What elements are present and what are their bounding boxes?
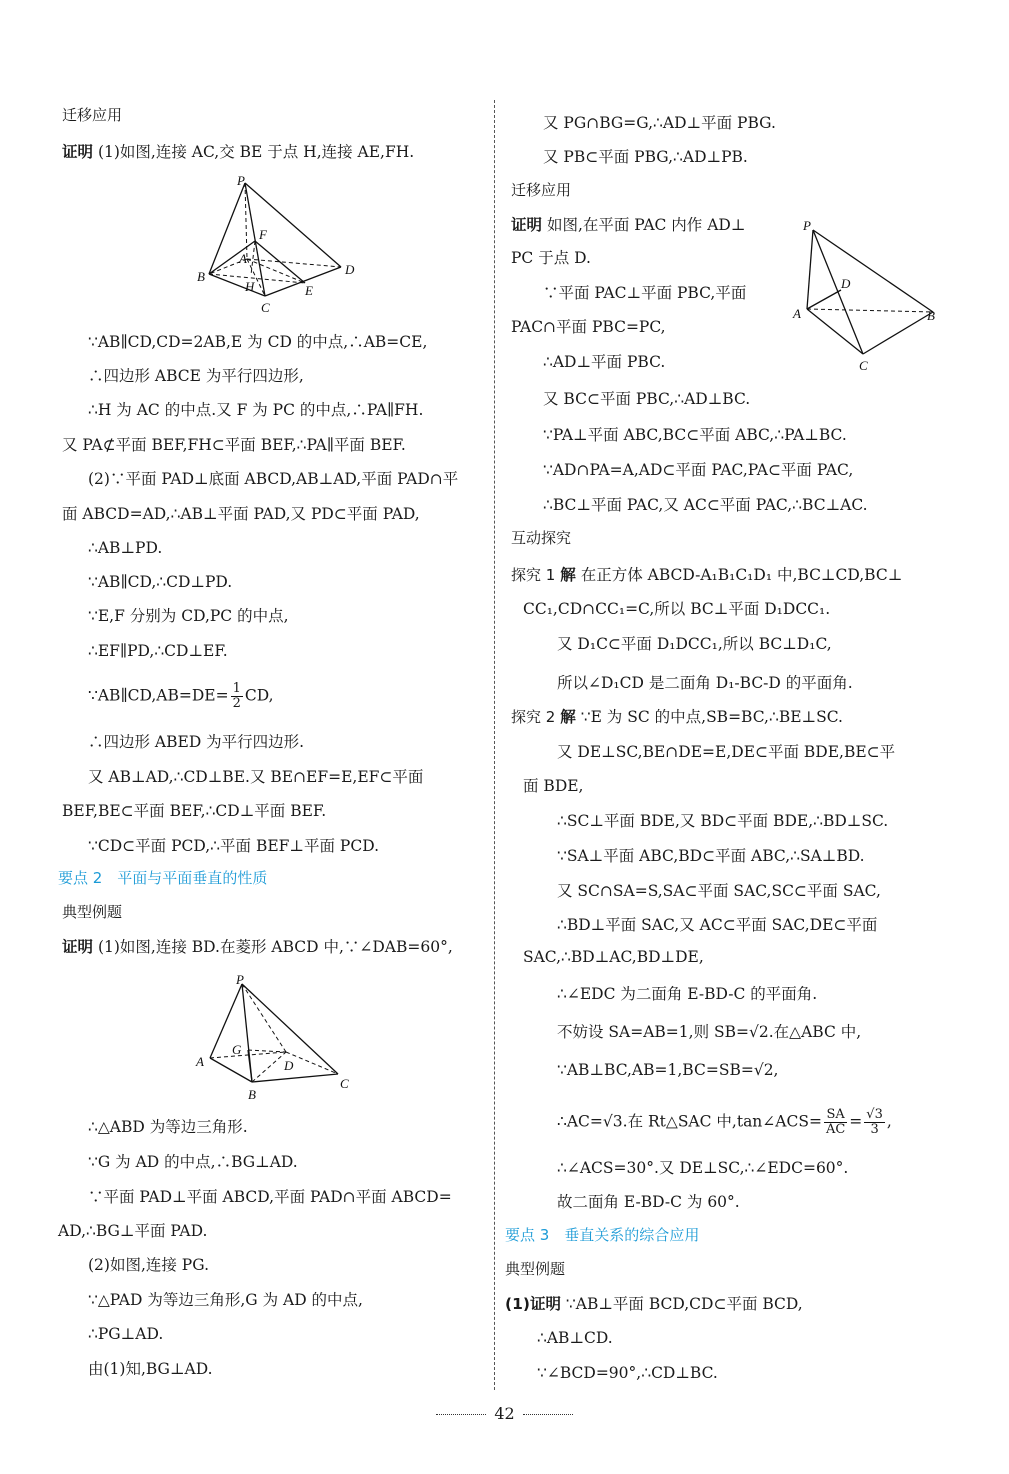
solution-line: CC₁,CD∩CC₁=C,所以 BC⊥平面 D₁DCC₁. <box>523 600 831 618</box>
proof-line: ∵E,F 分别为 CD,PC 的中点, <box>88 607 289 625</box>
proof-line: ∴AD⊥平面 PBC. <box>543 353 666 371</box>
proof-line: ∵△PAD 为等边三角形,G 为 AD 的中点, <box>88 1291 363 1309</box>
proof-line: ∵AB∥CD,CD=2AB,E 为 CD 的中点,∴AB=CE, <box>88 333 428 351</box>
label-b: B <box>248 1087 256 1102</box>
column-divider <box>494 100 495 1390</box>
heading-transfer-application: 迁移应用 <box>511 181 572 199</box>
label-c: C <box>261 300 270 315</box>
proof-line: 证明 (1)如图,连接 BD.在菱形 ABCD 中,∵∠DAB=60°, <box>62 938 453 956</box>
proof-line <box>62 141 414 163</box>
label-d: D <box>345 262 355 277</box>
proof-line: ∵PA⊥平面 ABC,BC⊂平面 ABC,∴PA⊥BC. <box>543 426 847 444</box>
heading-interactive-exploration: 互动探究 <box>511 529 572 547</box>
proof-line: ∵AB∥CD,∴CD⊥PD. <box>88 573 233 591</box>
label-e: E <box>305 283 313 298</box>
heading-transfer-application: 迁移应用 <box>62 106 123 124</box>
label-p: P <box>237 173 245 188</box>
proof-line: ∴H 为 AC 的中点.又 F 为 PC 的中点,∴PA∥FH. <box>88 401 424 419</box>
proof-line: ∵平面 PAC⊥平面 PBC,平面 <box>543 284 747 302</box>
solution-line: ∴BD⊥平面 SAC,又 AC⊂平面 SAC,DE⊂平面 <box>557 916 878 934</box>
proof-line: ∵AD∩PA=A,AD⊂平面 PAC,PA⊂平面 PAC, <box>543 461 854 479</box>
proof-line: ∵平面 PAD⊥平面 ABCD,平面 PAD∩平面 ABCD= <box>88 1188 452 1206</box>
solution-line: 又 SC∩SA=S,SA⊂平面 SAC,SC⊂平面 SAC, <box>557 882 881 900</box>
solution-line: 探究 1 解 在正方体 ABCD-A₁B₁C₁D₁ 中,BC⊥CD,BC⊥ <box>511 566 903 584</box>
proof-line: ∴AB⊥PD. <box>88 539 163 557</box>
label-g: G <box>232 1042 242 1057</box>
proof-line: 证明 如图,在平面 PAC 内作 AD⊥ <box>511 216 746 234</box>
label-d: D <box>841 276 851 291</box>
solution-line: 故二面角 E-BD-C 为 60°. <box>557 1193 740 1211</box>
solution-line: ∴∠ACS=30°.又 DE⊥SC,∴∠EDC=60°. <box>557 1159 849 1177</box>
proof-line: 又 AB⊥AD,∴CD⊥BE.又 BE∩EF=E,EF⊂平面 <box>88 768 424 786</box>
proof-line: 又 PA⊄平面 BEF,FH⊂平面 BEF,∴PA∥平面 BEF. <box>62 436 406 454</box>
fraction-sa-ac: $\frac{SA}{AC}$ <box>825 1107 846 1137</box>
solution-line: 又 D₁C⊂平面 D₁DCC₁,所以 BC⊥D₁C, <box>557 635 832 653</box>
label-d: D <box>284 1058 294 1073</box>
solution-line: ∴∠EDC 为二面角 E-BD-C 的平面角. <box>557 985 818 1003</box>
heading-typical-examples: 典型例题 <box>505 1260 566 1278</box>
label-p: P <box>236 972 244 987</box>
figure-pyramid-pabcd-rhombus <box>192 970 362 1100</box>
label-b: B <box>197 269 205 284</box>
proof-line: (2)∵平面 PAD⊥底面 ABCD,AB⊥AD,平面 PAD∩平 <box>88 470 459 488</box>
proof-line: ∴BC⊥平面 PAC,又 AC⊂平面 PAC,∴BC⊥AC. <box>543 496 868 514</box>
solution-line: 又 DE⊥SC,BE∩DE=E,DE⊂平面 BDE,BE⊂平 <box>557 743 896 761</box>
proof-line-fraction: ∵AB∥CD,AB=DE= $\frac{1}{2}$ CD, <box>88 681 274 711</box>
label-c: C <box>340 1076 349 1091</box>
solution-line: 不妨设 SA=AB=1,则 SB=√2.在△ABC 中, <box>557 1023 862 1041</box>
proof-line: AD,∴BG⊥平面 PAD. <box>58 1222 208 1240</box>
proof-line: 又 BC⊂平面 PBC,∴AD⊥BC. <box>543 390 751 408</box>
proof-line: (1)证明 ∵AB⊥平面 BCD,CD⊂平面 BCD, <box>505 1295 803 1313</box>
label-c: C <box>859 358 868 373</box>
section-heading-key-point-2: 要点 2 平面与平面垂直的性质 <box>58 869 268 887</box>
proof-line: (2)如图,连接 PG. <box>88 1256 209 1274</box>
fraction-root3-3: $\frac{√3}{3}$ <box>866 1107 883 1137</box>
label-b: B <box>927 308 935 323</box>
page-footer <box>0 1404 1009 1423</box>
proof-label: 证明 <box>511 216 543 234</box>
footer-ornament-right <box>523 1414 573 1415</box>
proof-line: ∴四边形 ABCE 为平行四边形, <box>88 367 304 385</box>
edge-bc <box>209 274 265 296</box>
edge-pd <box>245 183 341 267</box>
proof-line: ∵CD⊂平面 PCD,∴平面 BEF⊥平面 PCD. <box>88 837 379 855</box>
label-h: H <box>245 279 255 294</box>
proof-line: 面 ABCD=AD,∴AB⊥平面 PAD,又 PD⊂平面 PAD, <box>62 505 420 523</box>
proof-text: (1)如图,连接 AC,交 BE 于点 H,连接 AE,FH. <box>97 143 415 161</box>
label-a: A <box>196 1054 204 1069</box>
exploration-label: 探究 2 <box>511 708 556 726</box>
section-heading-key-point-3: 要点 3 垂直关系的综合应用 <box>505 1226 700 1244</box>
solution-line: 所以∠D₁CD 是二面角 D₁-BC-D 的平面角. <box>557 674 853 692</box>
proof-line: ∴AB⊥CD. <box>537 1329 613 1347</box>
figure-pyramid-pabcd <box>195 175 365 315</box>
page-number: 42 <box>494 1404 515 1423</box>
proof-line: ∴EF∥PD,∴CD⊥EF. <box>88 642 228 660</box>
solution-line: ∴SC⊥平面 BDE,又 BD⊂平面 BDE,∴BD⊥SC. <box>557 812 889 830</box>
solution-line-fraction: ∴AC=√3.在 Rt△SAC 中,tan∠ACS= $\frac{SA}{AC}$ = $\frac{√3}{3}$ , <box>557 1107 892 1137</box>
edge-fe <box>255 241 305 283</box>
proof-line: BEF,BE⊂平面 BEF,∴CD⊥平面 BEF. <box>62 802 327 820</box>
proof-line: PAC∩平面 PBC=PC, <box>511 318 666 336</box>
footer-ornament-left <box>436 1414 486 1415</box>
label-f: F <box>259 227 267 242</box>
label-a: A <box>239 251 247 266</box>
label-p: P <box>803 218 811 233</box>
fraction-half: $\frac{1}{2}$ <box>232 681 241 711</box>
proof-label: 证明 <box>62 143 94 161</box>
solution-line: 面 BDE, <box>523 777 584 795</box>
solution-line: 探究 2 解 ∵E 为 SC 的中点,SB=BC,∴BE⊥SC. <box>511 708 843 726</box>
proof-line: 又 PG∩BG=G,∴AD⊥平面 PBG. <box>543 114 776 132</box>
proof-label: (1)证明 <box>505 1295 561 1313</box>
proof-line: PC 于点 D. <box>511 249 591 267</box>
solution-line: SAC,∴BD⊥AC,BD⊥DE, <box>523 948 704 966</box>
solution-line: ∵AB⊥BC,AB=1,BC=SB=√2, <box>557 1061 779 1079</box>
proof-line: ∵G 为 AD 的中点,∴BG⊥AD. <box>88 1153 298 1171</box>
figure-tetrahedron-pabc <box>793 212 943 377</box>
proof-line: 又 PB⊂平面 PBG,∴AD⊥PB. <box>543 148 748 166</box>
proof-line: 由(1)知,BG⊥AD. <box>88 1360 213 1378</box>
proof-line: ∴四边形 ABED 为平行四边形. <box>88 733 305 751</box>
label-a: A <box>793 306 801 321</box>
heading-typical-examples: 典型例题 <box>62 903 123 921</box>
exploration-label: 探究 1 <box>511 566 556 584</box>
proof-label: 证明 <box>62 938 94 956</box>
proof-line: ∴PG⊥AD. <box>88 1325 164 1343</box>
proof-line: ∴△ABD 为等边三角形. <box>88 1118 248 1136</box>
proof-line: ∵∠BCD=90°,∴CD⊥BC. <box>537 1364 718 1382</box>
solution-line: ∵SA⊥平面 ABC,BD⊂平面 ABC,∴SA⊥BD. <box>557 847 865 865</box>
